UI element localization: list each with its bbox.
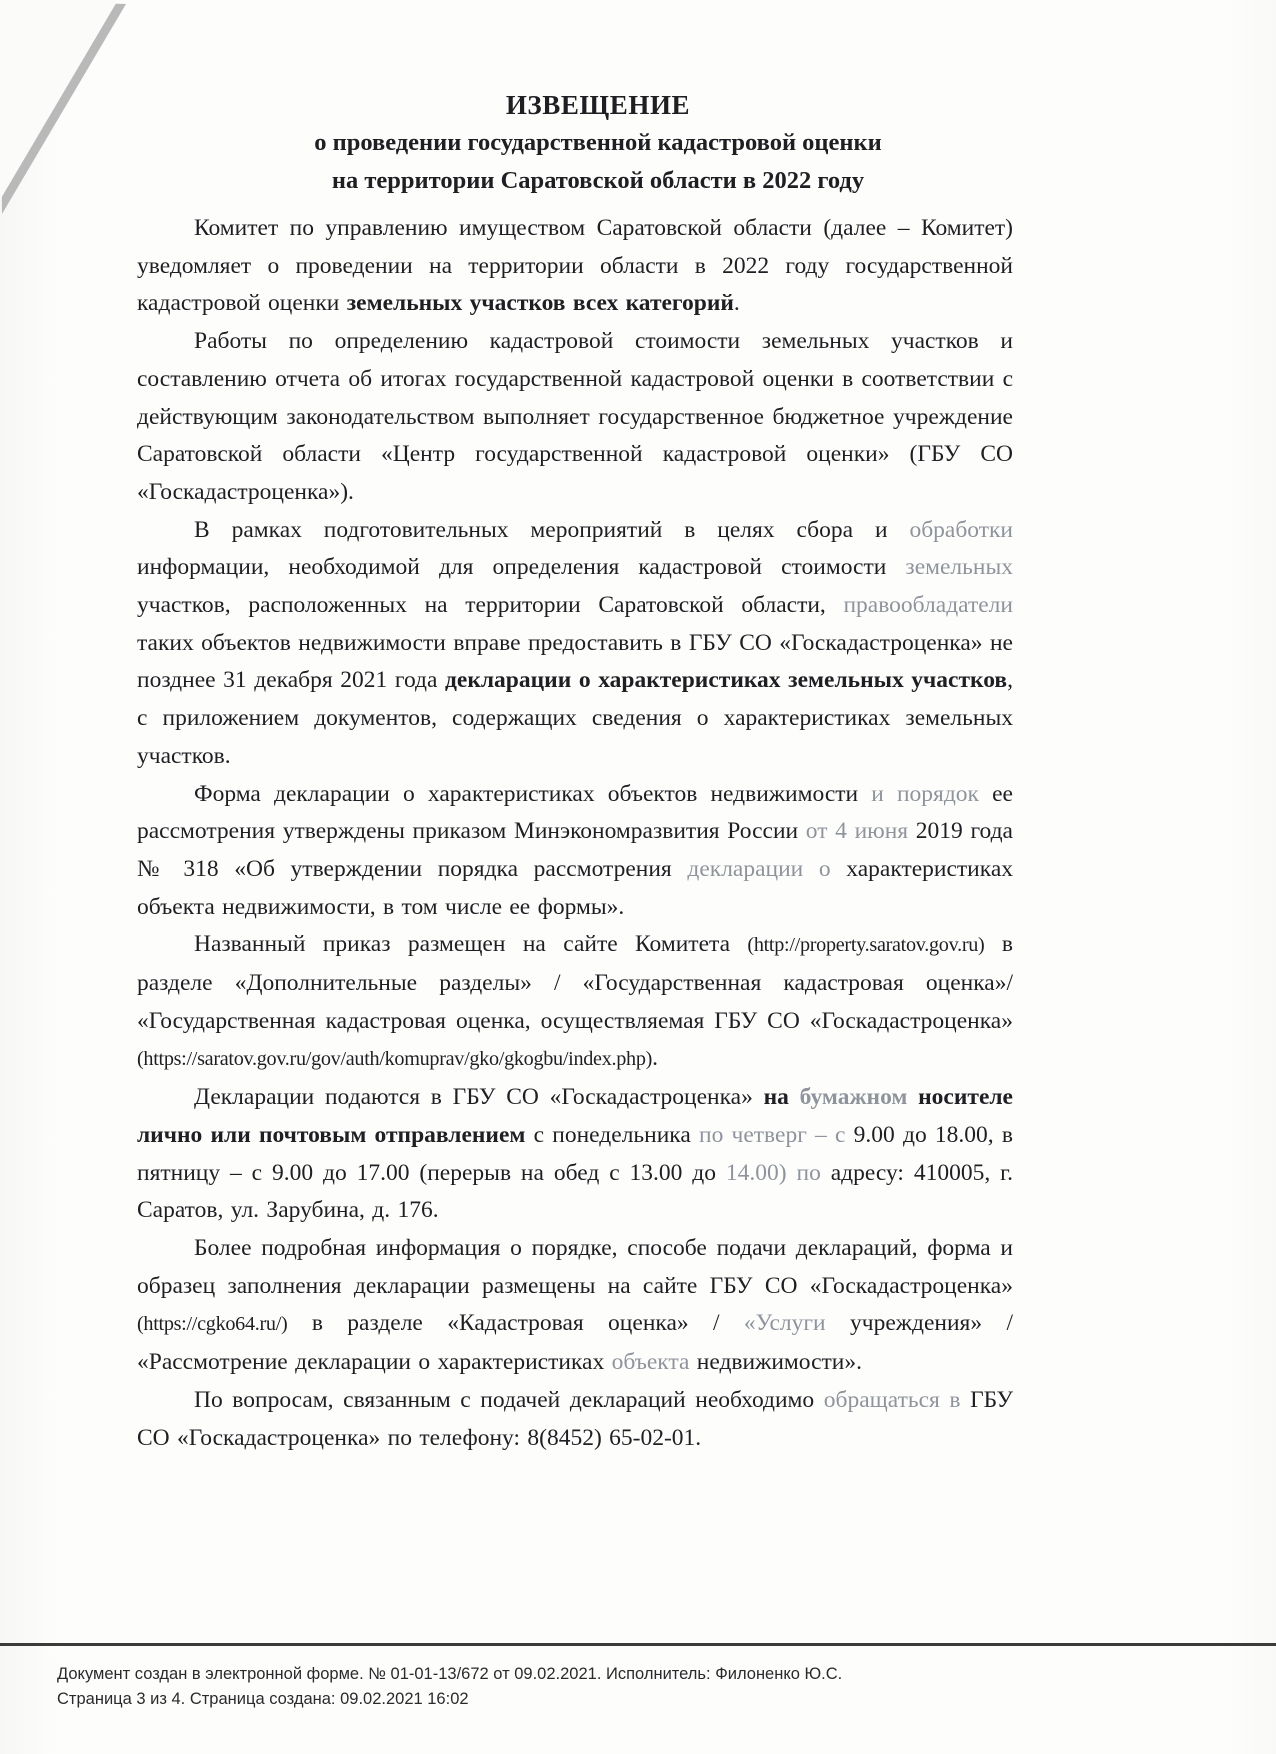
- paragraph: [137, 926, 1013, 1079]
- text-segment: и порядок: [871, 780, 979, 807]
- paragraph: [137, 512, 1013, 776]
- text-segment: земельных участков всех категорий: [346, 290, 734, 317]
- paragraph: [137, 323, 1013, 512]
- text-segment: от 4 июня: [805, 818, 909, 845]
- text-segment: .: [652, 1045, 658, 1072]
- text-segment: бумажном: [799, 1084, 908, 1111]
- text-segment: 14.00) по: [725, 1159, 821, 1186]
- paragraph: [137, 776, 1013, 927]
- text-segment: Форма декларации о характеристиках объектов недвижимости: [194, 780, 872, 807]
- text-segment: носителе лично или почтовым отправлением: [137, 1084, 1013, 1148]
- text-segment: недвижимости».: [689, 1349, 863, 1376]
- text-segment: в разделе «Кадастровая оценка» /: [287, 1310, 744, 1337]
- text-segment: По вопросам, связанным с подачей деклараций необходимо: [194, 1386, 824, 1413]
- text-segment: объекта: [611, 1349, 690, 1376]
- text-segment: учреждения» / «Рассмотрение декларации о характеристиках: [137, 1310, 1013, 1376]
- footer-divider: [0, 1643, 1276, 1646]
- text-segment: обработки: [909, 516, 1013, 543]
- paragraph: [137, 210, 1013, 323]
- text-segment: Комитет по управлению имуществом Саратовской области (далее – Комитет) уведомляет о проведении на территории области в 2022 году государственной кадастровой оценки: [137, 215, 1013, 317]
- text-segment: правообладатели: [843, 592, 1013, 619]
- paragraph: [137, 1382, 1013, 1457]
- url-text: (http://property.saratov.gov.ru): [747, 934, 985, 957]
- text-segment: 9.00 до 18.00, в пятницу – с 9.00 до 17.00 (перерыв на обед с 13.00 до: [137, 1121, 1013, 1186]
- text-segment: Декларации подаются в ГБУ СО «Госкадастроценка»: [194, 1084, 764, 1111]
- text-segment: ее рассмотрения утверждены приказом Минэкономразвития России: [137, 780, 1013, 845]
- document-title: [160, 0, 1036, 200]
- text-segment: .: [733, 290, 740, 317]
- text-segment: таких объектов недвижимости вправе предоставить в ГБУ СО «Госкадастроценка» не позднее 31 декабря 2021 года: [137, 629, 1013, 694]
- url-text: (https://cgko64.ru/): [137, 1313, 288, 1336]
- text-segment: В рамках подготовительных мероприятий в целях сбора и: [194, 516, 910, 543]
- text-segment: Более подробная информация о порядке, способе подачи деклараций, форма и образец заполнения декларации размещены на сайте ГБУ СО «Госкадастроценка»: [137, 1234, 1013, 1299]
- document-body: [137, 210, 1013, 1457]
- document-footer: [57, 1662, 842, 1712]
- title-line: о проведении государственной кадастровой оценки: [314, 129, 882, 156]
- text-segment: участков, расположенных на территории Саратовской области,: [137, 592, 844, 619]
- text-segment: 2019 года № 318 «Об утверждении порядка рассмотрения: [137, 818, 1013, 882]
- text-segment: характеристиках объекта недвижимости, в том числе ее формы».: [137, 855, 1014, 920]
- text-segment: земельных: [905, 554, 1013, 581]
- footer-line-1: Документ создан в электронной форме. № 01-01-13/672 от 09.02.2021. Исполнитель: Филоненко Ю.С.: [57, 1665, 843, 1683]
- text-segment: , с приложением документов, содержащих сведения о характеристиках земельных участков.: [137, 667, 1013, 769]
- text-segment: по четверг – с: [699, 1121, 846, 1148]
- text-segment: информации, необходимой для определения кадастровой стоимости: [137, 554, 906, 581]
- text-segment: на: [763, 1084, 800, 1111]
- text-segment: Названный приказ размещен на сайте Комитета: [194, 931, 748, 958]
- text-segment: ГБУ СО «Госкадастроценка» по телефону: 8(8452) 65-02-01.: [137, 1386, 1013, 1451]
- text-segment: с понедельника: [525, 1121, 699, 1148]
- text-segment: «Услуги: [743, 1310, 826, 1337]
- text-segment: декларации о характеристиках земельных участков: [445, 667, 1008, 694]
- title-line: ИЗВЕЩЕНИЕ: [505, 90, 691, 120]
- paragraph: [137, 1230, 1013, 1382]
- text-segment: адресу: 410005, г. Саратов, ул. Зарубина, д. 176.: [137, 1159, 1013, 1224]
- text-segment: Работы по определению кадастровой стоимости земельных участков и составлению отчета об итогах государственной кадастровой оценки в соответствии с действующим законодательством выполняет государственное бюджетное учреждение Саратовской области «Центр государственной кадастровой оценки» (ГБУ СО «Госкадастроценка»).: [137, 328, 1013, 505]
- paragraph: [137, 1079, 1013, 1230]
- text-segment: в разделе «Дополнительные разделы» / «Государственная кадастровая оценка»/ «Государственная кадастровая оценка, осуществляемая ГБУ СО «Госкадастроценка»: [137, 931, 1013, 1034]
- url-text: (https://saratov.gov.ru/gov/auth/komuprav/gko/gkogbu/index.php): [137, 1048, 653, 1071]
- text-segment: обращаться в: [823, 1386, 961, 1413]
- text-segment: декларации о: [687, 855, 831, 882]
- title-line: на территории Саратовской области в 2022 году: [331, 167, 865, 194]
- footer-line-2: Страница 3 из 4. Страница создана: 09.02.2021 16:02: [57, 1690, 469, 1708]
